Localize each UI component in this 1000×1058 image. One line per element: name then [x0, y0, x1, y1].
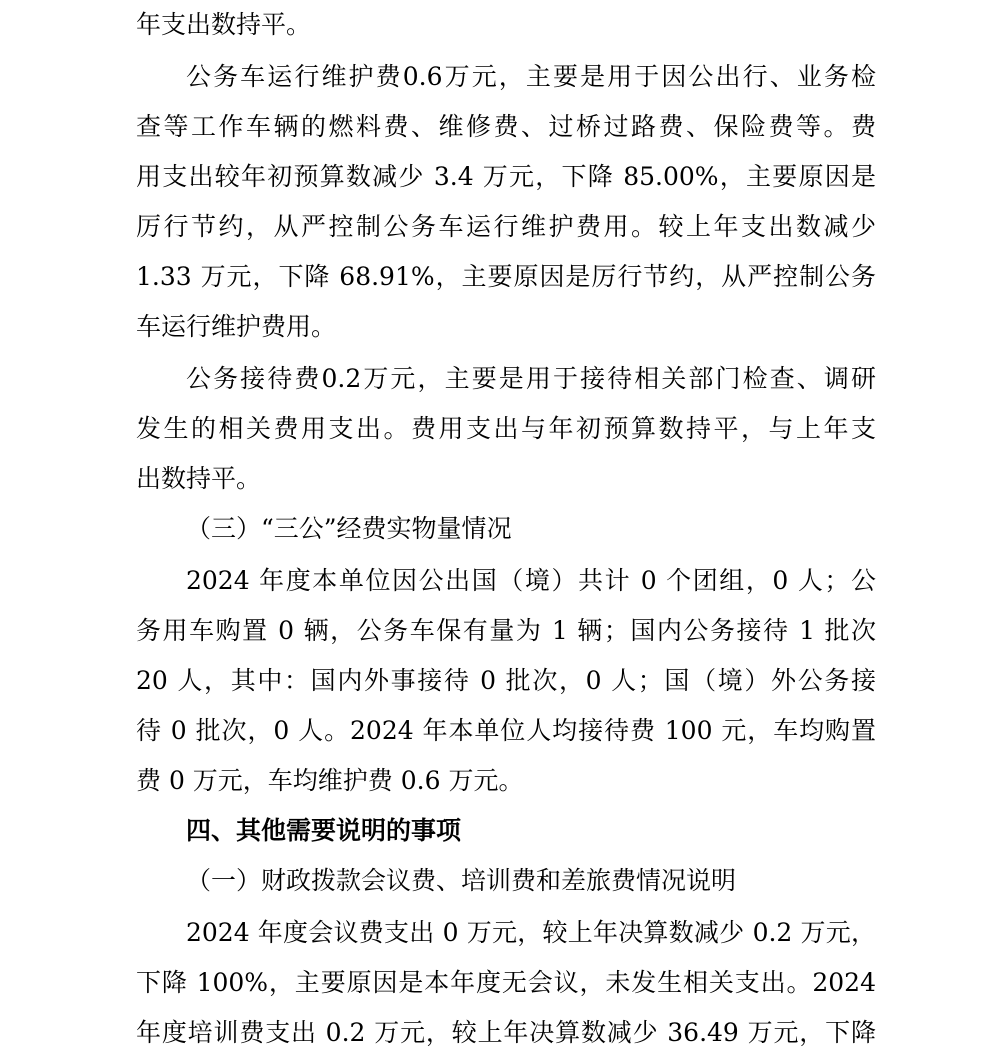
paragraph-line: 2024 年度本单位因公出国（境）共计 0 个团组，0 人；公: [186, 566, 876, 595]
paragraph-line: 务用车购置 0 辆，公务车保有量为 1 辆；国内公务接待 1 批次: [136, 616, 876, 645]
paragraph-line: 年支出数持平。: [136, 10, 312, 39]
paragraph-line: 用支出较年初预算数减少 3.4 万元，下降 85.00%，主要原因是: [136, 162, 876, 191]
paragraph-line: 费 0 万元，车均维护费 0.6 万元。: [136, 766, 524, 795]
paragraph-line: 查等工作车辆的燃料费、维修费、过桥过路费、保险费等。费: [136, 112, 876, 141]
paragraph-line: 年度培训费支出 0.2 万元，较上年决算数减少 36.49 万元，下降: [136, 1018, 876, 1047]
paragraph-line: 待 0 批次，0 人。2024 年本单位人均接待费 100 元，车均购置: [136, 716, 876, 745]
section-heading: 四、其他需要说明的事项: [186, 816, 462, 845]
paragraph-line: 公务接待费0.2万元，主要是用于接待相关部门检查、调研: [186, 364, 876, 393]
paragraph-line: 2024 年度会议费支出 0 万元，较上年决算数减少 0.2 万元，: [186, 918, 876, 947]
paragraph-line: 公务车运行维护费0.6万元，主要是用于因公出行、业务检: [186, 62, 876, 91]
paragraph-line: 车运行维护费用。: [136, 312, 337, 341]
paragraph-line: 发生的相关费用支出。费用支出与年初预算数持平，与上年支: [136, 414, 876, 443]
paragraph-line: 出数持平。: [136, 464, 262, 493]
section-heading: （三）“三公”经费实物量情况: [186, 514, 512, 543]
paragraph-line: 20 人，其中：国内外事接待 0 批次，0 人；国（境）外公务接: [136, 666, 876, 695]
subsection-heading: （一）财政拨款会议费、培训费和差旅费情况说明: [186, 866, 737, 895]
paragraph-line: 厉行节约，从严控制公务车运行维护费用。较上年支出数减少: [136, 212, 876, 241]
paragraph-line: 1.33 万元，下降 68.91%，主要原因是厉行节约，从严控制公务: [136, 262, 876, 291]
paragraph-line: 下降 100%，主要原因是本年度无会议，未发生相关支出。2024: [136, 968, 876, 997]
